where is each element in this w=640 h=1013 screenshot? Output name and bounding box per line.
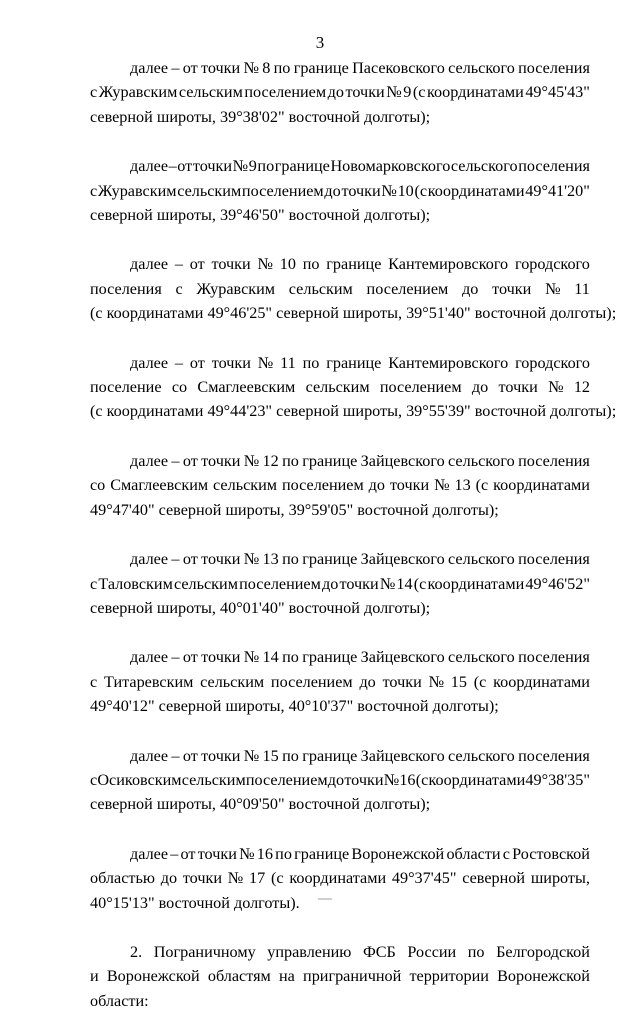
word: Журавским: [196, 279, 276, 298]
word: по: [257, 157, 275, 176]
paragraph-line: [90, 56, 590, 80]
word: №: [379, 574, 396, 593]
word: по: [282, 648, 299, 667]
word: (с: [413, 574, 427, 593]
paragraph-line: [90, 154, 590, 178]
word: от: [189, 255, 205, 274]
word: 49°45'43": [525, 83, 590, 102]
word: (с: [473, 672, 487, 691]
word: точки: [182, 869, 223, 888]
paragraph-line: [90, 351, 590, 375]
document-body: [90, 56, 617, 1013]
word: №: [227, 869, 244, 888]
word: границе: [293, 59, 349, 77]
word: точки: [201, 550, 241, 569]
word: и: [90, 967, 99, 986]
word: координатами: [289, 869, 387, 888]
paragraph-line: 49°47'40" северной широты, 39°59'05" восточной долготы);: [90, 500, 499, 519]
word: 12: [573, 378, 590, 397]
word: (с: [475, 476, 489, 495]
word: Новомарковского: [330, 157, 451, 176]
paragraph-line: [90, 866, 590, 890]
word: до: [327, 770, 345, 789]
word: с: [90, 672, 98, 691]
word: поселения: [518, 157, 590, 176]
word: Зайцевского: [360, 746, 445, 765]
word: Журавским: [97, 181, 177, 200]
word: сельским: [173, 574, 238, 593]
word: границе: [274, 157, 330, 176]
paragraph-line: северной широты, 39°46'50" восточной долготы);: [90, 206, 431, 225]
word: точки: [211, 353, 251, 372]
word: Зайцевского: [360, 648, 445, 667]
word: сельским: [178, 83, 243, 102]
word: поселения: [90, 279, 162, 298]
word: далее: [130, 353, 169, 372]
word: №: [232, 157, 249, 176]
word: сельского: [448, 59, 515, 77]
paragraph-line: северной широты, 40°09'50" восточной долготы);: [90, 795, 431, 814]
word: (с: [415, 770, 429, 789]
word: сельским: [305, 378, 370, 397]
word: 9: [403, 83, 412, 102]
word: координатами: [493, 476, 590, 495]
paragraph-line: [90, 670, 590, 694]
word: границе: [302, 746, 358, 765]
word: сельского: [448, 550, 515, 569]
word: Смаглеевским: [110, 476, 209, 495]
word: Кантемировского: [388, 353, 509, 372]
scan-artifact: [318, 898, 332, 900]
word: границе: [326, 255, 382, 274]
word: 14: [396, 574, 413, 593]
word: областью: [90, 869, 155, 888]
word: 12: [262, 451, 279, 470]
word: по: [282, 550, 299, 569]
word: №: [434, 476, 450, 495]
word: 10: [279, 255, 296, 274]
word: (с: [414, 181, 428, 200]
word: до: [160, 869, 178, 888]
word: №: [243, 59, 259, 77]
word: №: [239, 844, 255, 863]
word: –: [171, 59, 180, 77]
word: Зайцевского: [360, 451, 445, 470]
word: областям: [207, 967, 271, 986]
word: –: [171, 746, 180, 765]
paragraph-line: [90, 252, 590, 276]
word: Воронежской: [497, 967, 590, 986]
word: сельским: [213, 476, 278, 495]
word: со: [171, 378, 188, 397]
word: сельским: [181, 770, 246, 789]
word: точки: [341, 181, 381, 200]
word: области: [446, 844, 501, 863]
word: Ростовской: [512, 844, 590, 863]
word: точки: [344, 770, 384, 789]
word: точки: [498, 378, 538, 397]
word: 10: [397, 181, 414, 200]
word: сельского: [450, 157, 518, 176]
word: –: [171, 648, 180, 667]
word: поселения: [518, 746, 590, 765]
word: –: [171, 550, 180, 569]
word: Кантемировского: [388, 255, 509, 274]
word: №: [545, 279, 561, 298]
word: приграничной: [303, 967, 402, 986]
word: поселение: [90, 378, 162, 397]
word: координатами: [427, 574, 525, 593]
word: Таловским: [98, 574, 173, 593]
word: 49°41'20": [525, 181, 590, 200]
paragraph-line: [90, 375, 590, 399]
word: точки: [211, 255, 251, 274]
word: от: [182, 746, 198, 765]
word: с: [502, 844, 510, 863]
word: до: [324, 181, 341, 200]
word: от: [189, 353, 205, 372]
word: от: [182, 648, 198, 667]
paragraph-line: [90, 80, 590, 104]
word: 17: [249, 869, 266, 888]
word: от: [182, 451, 198, 470]
word: №: [243, 746, 260, 765]
word: сельского: [448, 451, 515, 470]
word: границе: [294, 844, 350, 863]
word: сельского: [448, 746, 515, 765]
word: с: [90, 770, 98, 789]
word: точки: [201, 648, 241, 667]
word: –: [170, 844, 179, 863]
word: 15: [450, 672, 467, 691]
paragraph: [90, 56, 590, 129]
word: 16: [399, 770, 416, 789]
word: точки: [192, 157, 233, 176]
word: со: [90, 476, 106, 495]
word: 11: [574, 279, 590, 298]
word: точки: [200, 59, 241, 77]
word: №: [386, 83, 402, 102]
word: поселением: [379, 378, 462, 397]
paragraph-line: [90, 572, 590, 596]
word: 8: [262, 59, 271, 77]
word: №: [243, 451, 260, 470]
word: по: [275, 844, 292, 863]
word: №: [383, 770, 400, 789]
word: точки: [339, 574, 379, 593]
word: №: [257, 255, 273, 274]
paragraph-line: [90, 744, 590, 768]
word: далее: [130, 255, 169, 274]
word: до: [359, 672, 376, 691]
word: (с: [412, 83, 426, 102]
word: –: [168, 157, 177, 176]
word: территории: [409, 967, 489, 986]
word: от: [182, 550, 198, 569]
word: 49°38'35": [525, 770, 590, 789]
paragraph: [90, 744, 590, 817]
paragraph: [90, 449, 590, 522]
word: №: [257, 353, 274, 372]
word: 49°37'45": [391, 869, 457, 888]
word: городского: [514, 255, 590, 274]
paragraph: [90, 252, 617, 325]
word: 14: [262, 648, 279, 667]
paragraph-line: [90, 277, 590, 301]
word: точки: [197, 844, 237, 863]
word: границе: [326, 353, 382, 372]
word: поселением: [245, 770, 328, 789]
word: 16: [256, 844, 273, 863]
word: до: [327, 83, 344, 102]
word: –: [174, 353, 183, 372]
word: по: [467, 942, 485, 961]
word: точки: [389, 476, 430, 495]
word: поселения: [518, 648, 590, 667]
page-number: 3: [315, 33, 325, 52]
word: Пасековского: [352, 59, 445, 77]
paragraph: [90, 940, 590, 1013]
word: точки: [201, 746, 241, 765]
word: поселением: [241, 181, 324, 200]
word: границе: [302, 550, 358, 569]
word: поселением: [281, 476, 364, 495]
word: №: [548, 378, 564, 397]
word: поселением: [239, 574, 321, 593]
word: по: [282, 746, 299, 765]
word: от: [177, 157, 193, 176]
word: с: [90, 83, 98, 102]
word: на: [278, 967, 295, 986]
word: границе: [302, 648, 358, 667]
word: поселением: [244, 83, 327, 102]
word: поселением: [270, 672, 353, 691]
paragraph-line: северной широты, 39°38'02" восточной долготы);: [90, 107, 431, 126]
word: по: [282, 451, 299, 470]
word: №: [243, 648, 260, 667]
word: далее: [130, 648, 169, 667]
word: городского: [515, 353, 590, 372]
word: с: [90, 181, 98, 200]
word: поселения: [518, 59, 590, 77]
word: №: [428, 672, 445, 691]
word: сельского: [448, 648, 515, 667]
word: границе: [302, 451, 358, 470]
word: 13: [262, 550, 279, 569]
paragraph-line: области:: [90, 991, 149, 1010]
word: Белгородской: [496, 942, 590, 961]
paragraph-line: [90, 179, 590, 203]
word: Титаревским: [103, 672, 194, 691]
word: Зайцевского: [360, 550, 445, 569]
word: до: [471, 378, 489, 397]
word: России: [407, 942, 457, 961]
word: управлению: [267, 942, 352, 961]
paragraph-line: [90, 449, 590, 473]
word: до: [368, 476, 385, 495]
word: точки: [382, 672, 422, 691]
word: 13: [454, 476, 471, 495]
paragraph: [90, 645, 590, 718]
word: сельским: [288, 279, 353, 298]
word: Осиковским: [97, 770, 182, 789]
word: северной: [462, 869, 526, 888]
word: (с: [270, 869, 284, 888]
word: поселения: [518, 550, 590, 569]
word: 11: [280, 353, 296, 372]
word: Пограничному: [153, 942, 256, 961]
word: Воронежской: [351, 844, 445, 863]
word: поселением: [366, 279, 449, 298]
paragraph-line: [90, 964, 590, 988]
word: с: [175, 279, 183, 298]
paragraph-line: 40°15'13" восточной долготы).: [90, 893, 300, 912]
word: точки: [201, 451, 241, 470]
paragraph-line: северной широты, 40°01'40" восточной долготы);: [90, 598, 431, 617]
word: до: [462, 279, 479, 298]
word: №: [243, 550, 260, 569]
paragraph-line: (с координатами 49°44'23" северной широты, 39°55'39" восточной долготы);: [90, 402, 617, 421]
word: с: [90, 574, 98, 593]
paragraph: [90, 547, 590, 620]
word: далее: [130, 59, 169, 77]
paragraph: [90, 154, 590, 227]
word: по: [302, 255, 320, 274]
word: 15: [262, 746, 279, 765]
word: широты,: [530, 869, 590, 888]
word: по: [273, 59, 291, 77]
paragraph-line: [90, 473, 590, 497]
word: 2.: [130, 942, 143, 961]
word: сельским: [177, 181, 242, 200]
paragraph-line: [90, 645, 590, 669]
paragraph-line: [90, 547, 590, 571]
paragraph-line: [90, 842, 590, 866]
word: 9: [248, 157, 257, 176]
word: от: [182, 59, 198, 77]
word: поселения: [518, 451, 590, 470]
paragraph-line: (с координатами 49°46'25" северной широты, 39°51'40" восточной долготы);: [90, 304, 617, 323]
word: до: [321, 574, 339, 593]
word: далее: [130, 746, 169, 765]
word: от: [180, 844, 196, 863]
word: –: [171, 451, 180, 470]
word: Смаглеевским: [197, 378, 296, 397]
word: №: [381, 181, 397, 200]
word: координатами: [427, 181, 525, 200]
word: далее: [130, 844, 169, 863]
paragraph: [90, 842, 590, 915]
word: 49°46'52": [525, 574, 590, 593]
paragraph-line: [90, 940, 590, 964]
word: Воронежской: [106, 967, 200, 986]
word: по: [302, 353, 320, 372]
word: Журавским: [98, 83, 178, 102]
paragraph-line: [90, 768, 590, 792]
word: далее: [130, 451, 169, 470]
word: далее: [130, 157, 169, 176]
paragraph: [90, 351, 617, 424]
word: точки: [345, 83, 385, 102]
word: точки: [492, 279, 532, 298]
paragraph-line: 49°40'12" северной широты, 40°10'37" восточной долготы);: [90, 697, 499, 716]
word: –: [174, 255, 183, 274]
word: координатами: [426, 83, 524, 102]
word: координатами: [428, 770, 526, 789]
word: координатами: [493, 672, 590, 691]
word: сельским: [200, 672, 265, 691]
word: ФСБ: [362, 942, 396, 961]
word: далее: [130, 550, 169, 569]
